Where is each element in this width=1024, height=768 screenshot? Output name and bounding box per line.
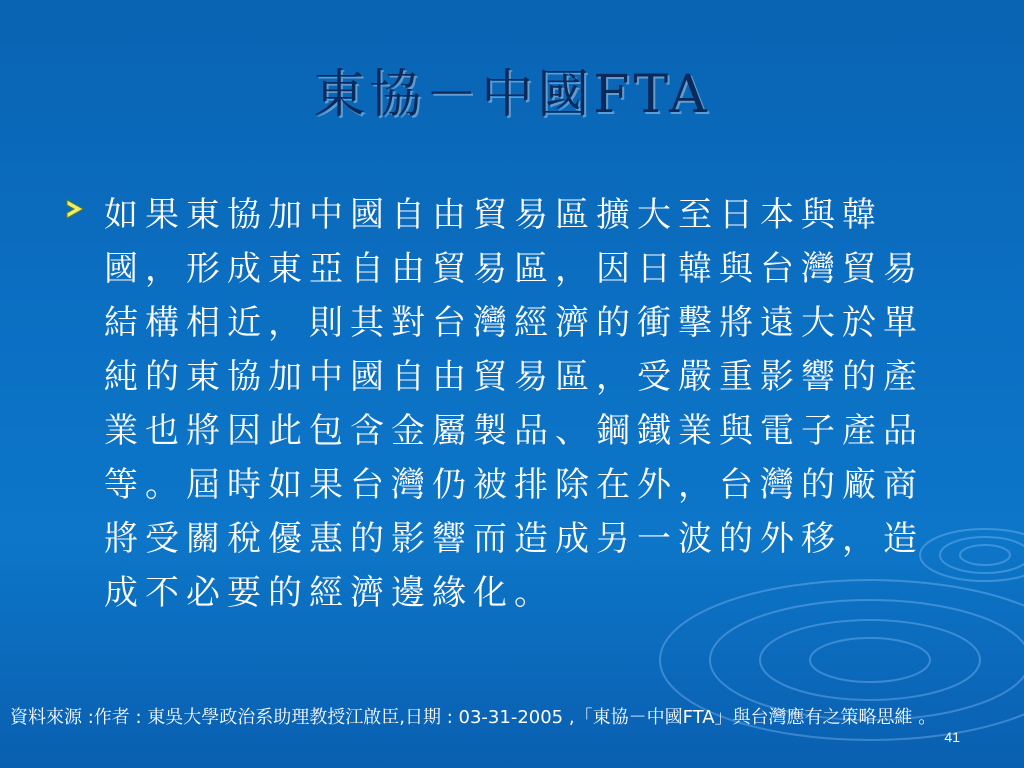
page-number: 41 [944, 729, 960, 745]
slide-title: 東協－中國FTA [313, 65, 711, 125]
source-citation: 資料來源 :作者 : 東吳大學政治系助理教授江啟臣,日期 : 03-31-2005 ,「東協－中國FTA」與台灣應有之策略思維 。 [10, 707, 937, 728]
arrow-bullet-icon [64, 198, 86, 220]
bullet-text: 如果東協加中國自由貿易區擴大至日本與韓國，形成東亞自由貿易區，因日韓與台灣貿易結構相近，則其對台灣經濟的衝擊將遠大於單純的東協加中國自由貿易區，受嚴重影響的產業也將因此包含金屬製品、鋼鐵業與電子產品等。屆時如果台灣仍被排除在外，台灣的廠商將受關稅優惠的影響而造成另一波的外移，造成不必要的經濟邊緣化。 [104, 195, 924, 613]
bullet-item [64, 188, 954, 620]
